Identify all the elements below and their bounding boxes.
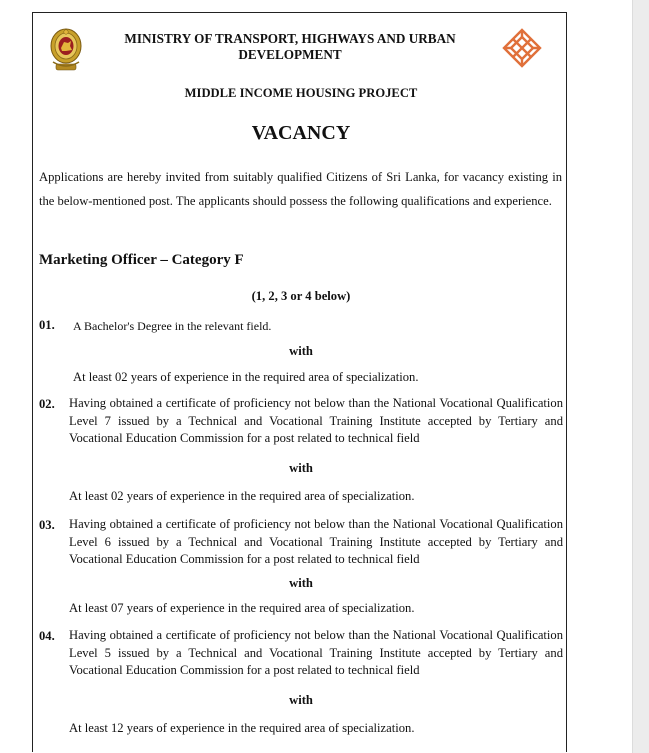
intro-paragraph: Applications are hereby invited from suitably qualified Citizens of Sri Lanka, for vacancy existing in the below-mentioned post. The applicants should possess the following qualifications and experience. — [39, 170, 562, 208]
national-emblem-icon — [49, 26, 83, 74]
with-connector: with — [289, 693, 313, 707]
ministry-name: MINISTRY OF TRANSPORT, HIGHWAYS AND URBAN DEVELOPMENT — [124, 31, 456, 62]
experience-requirement: At least 12 years of experience in the required area of specialization. — [69, 721, 415, 735]
project-name: MIDDLE INCOME HOUSING PROJECT — [184, 86, 418, 100]
criteria-note: (1, 2, 3 or 4 below) — [251, 289, 351, 303]
page-title: VACANCY — [251, 122, 351, 144]
qualification-text: Having obtained a certificate of proficiency not below than the National Vocational Qualification Level 5 issued by a Technical and Vocational Training Institute accepted by Tertiary and Vocational Education Commission for a post related to technical field — [69, 628, 563, 677]
corporation-logo-icon — [502, 28, 542, 68]
experience-requirement: At least 07 years of experience in the required area of specialization. — [69, 601, 415, 615]
item-number: 03. — [39, 518, 55, 532]
qualification-text: Having obtained a certificate of proficiency not below than the National Vocational Qualification Level 7 issued by a Technical and Vocational Training Institute accepted by Tertiary and Vocational Education Commission for a post related to technical field — [69, 396, 563, 445]
with-connector: with — [289, 344, 313, 358]
item-number: 04. — [39, 629, 55, 643]
with-connector: with — [289, 576, 313, 590]
item-number: 02. — [39, 397, 55, 411]
qualification-text: Having obtained a certificate of proficiency not below than the National Vocational Qualification Level 6 issued by a Technical and Vocational Training Institute accepted by Tertiary and Vocational Education Commission for a post related to technical field — [69, 517, 563, 566]
experience-requirement: At least 02 years of experience in the required area of specialization. — [69, 489, 415, 503]
item-number: 01. — [39, 318, 55, 332]
qualification-text: A Bachelor's Degree in the relevant field. — [73, 319, 272, 333]
vertical-scrollbar[interactable] — [632, 0, 649, 753]
experience-requirement: At least 02 years of experience in the required area of specialization. — [73, 370, 419, 384]
with-connector: with — [289, 461, 313, 475]
post-title: Marketing Officer – Category F — [39, 252, 244, 268]
